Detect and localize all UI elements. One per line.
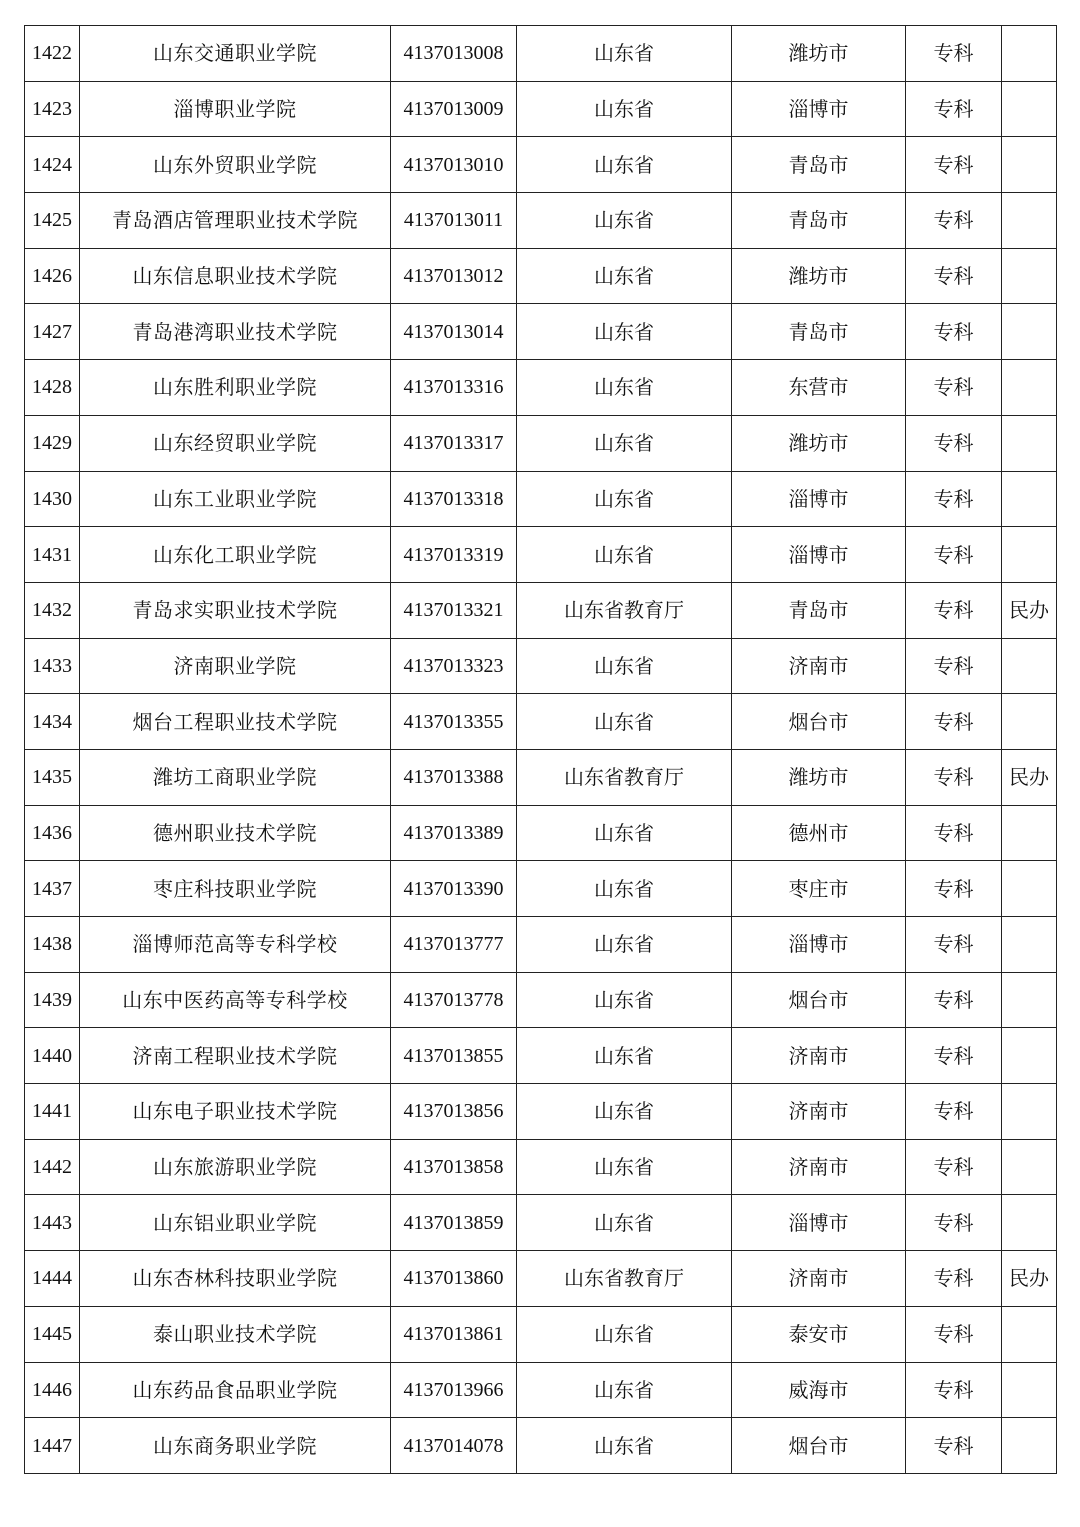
city-cell: 青岛市: [732, 137, 906, 193]
table-row: [25, 304, 1057, 360]
note-cell: [1002, 137, 1057, 193]
note-cell: [1002, 1139, 1057, 1195]
seq-cell: 1440: [25, 1028, 80, 1084]
authority-cell: 山东省: [517, 304, 732, 360]
city-cell: 泰安市: [732, 1306, 906, 1362]
level-cell: 专科: [906, 248, 1002, 304]
note-cell: [1002, 917, 1057, 973]
level-cell: 专科: [906, 1084, 1002, 1140]
seq-cell: 1432: [25, 582, 80, 638]
school-name-cell: 山东化工职业学院: [80, 527, 391, 583]
school-code-cell: 4137013389: [391, 805, 517, 861]
school-name-cell: 山东经贸职业学院: [80, 415, 391, 471]
school-name-cell: 青岛求实职业技术学院: [80, 582, 391, 638]
school-name-cell: 山东工业职业学院: [80, 471, 391, 527]
seq-cell: 1438: [25, 917, 80, 973]
table-row: [25, 805, 1057, 861]
table-row: [25, 1195, 1057, 1251]
seq-cell: 1439: [25, 972, 80, 1028]
school-code-cell: 4137013778: [391, 972, 517, 1028]
seq-cell: 1442: [25, 1139, 80, 1195]
authority-cell: 山东省教育厅: [517, 1251, 732, 1307]
school-code-cell: 4137013855: [391, 1028, 517, 1084]
city-cell: 东营市: [732, 360, 906, 416]
city-cell: 淄博市: [732, 471, 906, 527]
level-cell: 专科: [906, 582, 1002, 638]
school-name-cell: 山东铝业职业学院: [80, 1195, 391, 1251]
seq-cell: 1434: [25, 694, 80, 750]
table-row: [25, 917, 1057, 973]
seq-cell: 1433: [25, 638, 80, 694]
table-row: [25, 248, 1057, 304]
table-row: [25, 972, 1057, 1028]
table-row: [25, 1084, 1057, 1140]
level-cell: 专科: [906, 193, 1002, 249]
school-code-cell: 4137013011: [391, 193, 517, 249]
table-row: [25, 1028, 1057, 1084]
school-name-cell: 青岛酒店管理职业技术学院: [80, 193, 391, 249]
level-cell: 专科: [906, 1306, 1002, 1362]
authority-cell: 山东省: [517, 972, 732, 1028]
school-code-cell: 4137014078: [391, 1418, 517, 1474]
seq-cell: 1437: [25, 861, 80, 917]
level-cell: 专科: [906, 471, 1002, 527]
document-page: [24, 25, 1056, 1474]
school-code-cell: 4137013856: [391, 1084, 517, 1140]
authority-cell: 山东省教育厅: [517, 582, 732, 638]
note-cell: [1002, 360, 1057, 416]
authority-cell: 山东省: [517, 917, 732, 973]
school-name-cell: 山东中医药高等专科学校: [80, 972, 391, 1028]
school-code-cell: 4137013777: [391, 917, 517, 973]
note-cell: [1002, 81, 1057, 137]
note-cell: 民办: [1002, 1251, 1057, 1307]
school-name-cell: 山东杏林科技职业学院: [80, 1251, 391, 1307]
school-name-cell: 山东电子职业技术学院: [80, 1084, 391, 1140]
note-cell: [1002, 1028, 1057, 1084]
level-cell: 专科: [906, 638, 1002, 694]
authority-cell: 山东省: [517, 1139, 732, 1195]
table-row: [25, 1362, 1057, 1418]
table-row: [25, 1306, 1057, 1362]
school-name-cell: 山东外贸职业学院: [80, 137, 391, 193]
note-cell: [1002, 193, 1057, 249]
school-name-cell: 淄博职业学院: [80, 81, 391, 137]
authority-cell: 山东省: [517, 1195, 732, 1251]
table-row: [25, 415, 1057, 471]
table-row: [25, 360, 1057, 416]
city-cell: 潍坊市: [732, 26, 906, 82]
level-cell: 专科: [906, 694, 1002, 750]
level-cell: 专科: [906, 26, 1002, 82]
seq-cell: 1428: [25, 360, 80, 416]
school-name-cell: 枣庄科技职业学院: [80, 861, 391, 917]
seq-cell: 1444: [25, 1251, 80, 1307]
city-cell: 潍坊市: [732, 415, 906, 471]
authority-cell: 山东省: [517, 694, 732, 750]
authority-cell: 山东省: [517, 1418, 732, 1474]
table-body: [25, 26, 1057, 1474]
note-cell: [1002, 1195, 1057, 1251]
seq-cell: 1424: [25, 137, 80, 193]
city-cell: 淄博市: [732, 1195, 906, 1251]
seq-cell: 1447: [25, 1418, 80, 1474]
authority-cell: 山东省: [517, 1084, 732, 1140]
level-cell: 专科: [906, 917, 1002, 973]
seq-cell: 1443: [25, 1195, 80, 1251]
authority-cell: 山东省: [517, 1028, 732, 1084]
city-cell: 济南市: [732, 638, 906, 694]
school-code-cell: 4137013318: [391, 471, 517, 527]
level-cell: 专科: [906, 861, 1002, 917]
seq-cell: 1446: [25, 1362, 80, 1418]
city-cell: 淄博市: [732, 917, 906, 973]
city-cell: 德州市: [732, 805, 906, 861]
authority-cell: 山东省: [517, 137, 732, 193]
note-cell: [1002, 471, 1057, 527]
table-row: [25, 1251, 1057, 1307]
seq-cell: 1431: [25, 527, 80, 583]
level-cell: 专科: [906, 805, 1002, 861]
note-cell: [1002, 638, 1057, 694]
school-code-cell: 4137013008: [391, 26, 517, 82]
school-code-cell: 4137013861: [391, 1306, 517, 1362]
school-code-cell: 4137013316: [391, 360, 517, 416]
school-code-cell: 4137013317: [391, 415, 517, 471]
city-cell: 淄博市: [732, 527, 906, 583]
authority-cell: 山东省: [517, 638, 732, 694]
city-cell: 济南市: [732, 1139, 906, 1195]
school-code-cell: 4137013321: [391, 582, 517, 638]
table-row: [25, 193, 1057, 249]
authority-cell: 山东省: [517, 471, 732, 527]
level-cell: 专科: [906, 415, 1002, 471]
school-name-cell: 山东旅游职业学院: [80, 1139, 391, 1195]
level-cell: 专科: [906, 1139, 1002, 1195]
school-name-cell: 德州职业技术学院: [80, 805, 391, 861]
seq-cell: 1435: [25, 749, 80, 805]
table-row: [25, 527, 1057, 583]
seq-cell: 1441: [25, 1084, 80, 1140]
city-cell: 威海市: [732, 1362, 906, 1418]
level-cell: 专科: [906, 1418, 1002, 1474]
city-cell: 枣庄市: [732, 861, 906, 917]
school-name-cell: 淄博师范高等专科学校: [80, 917, 391, 973]
seq-cell: 1430: [25, 471, 80, 527]
level-cell: 专科: [906, 527, 1002, 583]
level-cell: 专科: [906, 304, 1002, 360]
table-row: [25, 26, 1057, 82]
school-name-cell: 济南职业学院: [80, 638, 391, 694]
authority-cell: 山东省: [517, 527, 732, 583]
school-name-cell: 烟台工程职业技术学院: [80, 694, 391, 750]
authority-cell: 山东省: [517, 360, 732, 416]
school-name-cell: 山东交通职业学院: [80, 26, 391, 82]
school-code-cell: 4137013012: [391, 248, 517, 304]
table-row: [25, 582, 1057, 638]
authority-cell: 山东省: [517, 1362, 732, 1418]
authority-cell: 山东省: [517, 1306, 732, 1362]
school-name-cell: 山东信息职业技术学院: [80, 248, 391, 304]
level-cell: 专科: [906, 360, 1002, 416]
note-cell: 民办: [1002, 749, 1057, 805]
city-cell: 青岛市: [732, 582, 906, 638]
city-cell: 潍坊市: [732, 248, 906, 304]
school-list-table: [24, 25, 1057, 1474]
school-name-cell: 山东商务职业学院: [80, 1418, 391, 1474]
authority-cell: 山东省: [517, 26, 732, 82]
table-row: [25, 1418, 1057, 1474]
school-code-cell: 4137013009: [391, 81, 517, 137]
school-name-cell: 泰山职业技术学院: [80, 1306, 391, 1362]
table-row: [25, 861, 1057, 917]
seq-cell: 1422: [25, 26, 80, 82]
school-code-cell: 4137013010: [391, 137, 517, 193]
note-cell: [1002, 415, 1057, 471]
city-cell: 烟台市: [732, 972, 906, 1028]
seq-cell: 1425: [25, 193, 80, 249]
note-cell: [1002, 1084, 1057, 1140]
school-code-cell: 4137013390: [391, 861, 517, 917]
school-name-cell: 山东药品食品职业学院: [80, 1362, 391, 1418]
note-cell: [1002, 805, 1057, 861]
table-row: [25, 1139, 1057, 1195]
school-code-cell: 4137013859: [391, 1195, 517, 1251]
seq-cell: 1423: [25, 81, 80, 137]
authority-cell: 山东省: [517, 81, 732, 137]
seq-cell: 1436: [25, 805, 80, 861]
table-row: [25, 638, 1057, 694]
table-row: [25, 471, 1057, 527]
authority-cell: 山东省教育厅: [517, 749, 732, 805]
city-cell: 济南市: [732, 1028, 906, 1084]
seq-cell: 1445: [25, 1306, 80, 1362]
table-row: [25, 749, 1057, 805]
seq-cell: 1429: [25, 415, 80, 471]
note-cell: [1002, 972, 1057, 1028]
level-cell: 专科: [906, 1195, 1002, 1251]
city-cell: 济南市: [732, 1084, 906, 1140]
school-code-cell: 4137013014: [391, 304, 517, 360]
level-cell: 专科: [906, 972, 1002, 1028]
seq-cell: 1427: [25, 304, 80, 360]
city-cell: 潍坊市: [732, 749, 906, 805]
table-row: [25, 694, 1057, 750]
level-cell: 专科: [906, 1028, 1002, 1084]
table-row: [25, 137, 1057, 193]
level-cell: 专科: [906, 749, 1002, 805]
level-cell: 专科: [906, 1362, 1002, 1418]
note-cell: [1002, 694, 1057, 750]
authority-cell: 山东省: [517, 193, 732, 249]
authority-cell: 山东省: [517, 415, 732, 471]
note-cell: [1002, 26, 1057, 82]
city-cell: 青岛市: [732, 193, 906, 249]
authority-cell: 山东省: [517, 248, 732, 304]
school-code-cell: 4137013388: [391, 749, 517, 805]
note-cell: 民办: [1002, 582, 1057, 638]
school-code-cell: 4137013355: [391, 694, 517, 750]
note-cell: [1002, 304, 1057, 360]
school-code-cell: 4137013319: [391, 527, 517, 583]
city-cell: 济南市: [732, 1251, 906, 1307]
school-name-cell: 青岛港湾职业技术学院: [80, 304, 391, 360]
school-code-cell: 4137013860: [391, 1251, 517, 1307]
authority-cell: 山东省: [517, 861, 732, 917]
level-cell: 专科: [906, 1251, 1002, 1307]
school-code-cell: 4137013966: [391, 1362, 517, 1418]
city-cell: 青岛市: [732, 304, 906, 360]
school-name-cell: 潍坊工商职业学院: [80, 749, 391, 805]
city-cell: 淄博市: [732, 81, 906, 137]
note-cell: [1002, 861, 1057, 917]
note-cell: [1002, 248, 1057, 304]
note-cell: [1002, 1306, 1057, 1362]
authority-cell: 山东省: [517, 805, 732, 861]
city-cell: 烟台市: [732, 694, 906, 750]
school-code-cell: 4137013323: [391, 638, 517, 694]
school-name-cell: 济南工程职业技术学院: [80, 1028, 391, 1084]
note-cell: [1002, 527, 1057, 583]
school-name-cell: 山东胜利职业学院: [80, 360, 391, 416]
city-cell: 烟台市: [732, 1418, 906, 1474]
note-cell: [1002, 1362, 1057, 1418]
table-row: [25, 81, 1057, 137]
seq-cell: 1426: [25, 248, 80, 304]
level-cell: 专科: [906, 81, 1002, 137]
level-cell: 专科: [906, 137, 1002, 193]
school-code-cell: 4137013858: [391, 1139, 517, 1195]
note-cell: [1002, 1418, 1057, 1474]
